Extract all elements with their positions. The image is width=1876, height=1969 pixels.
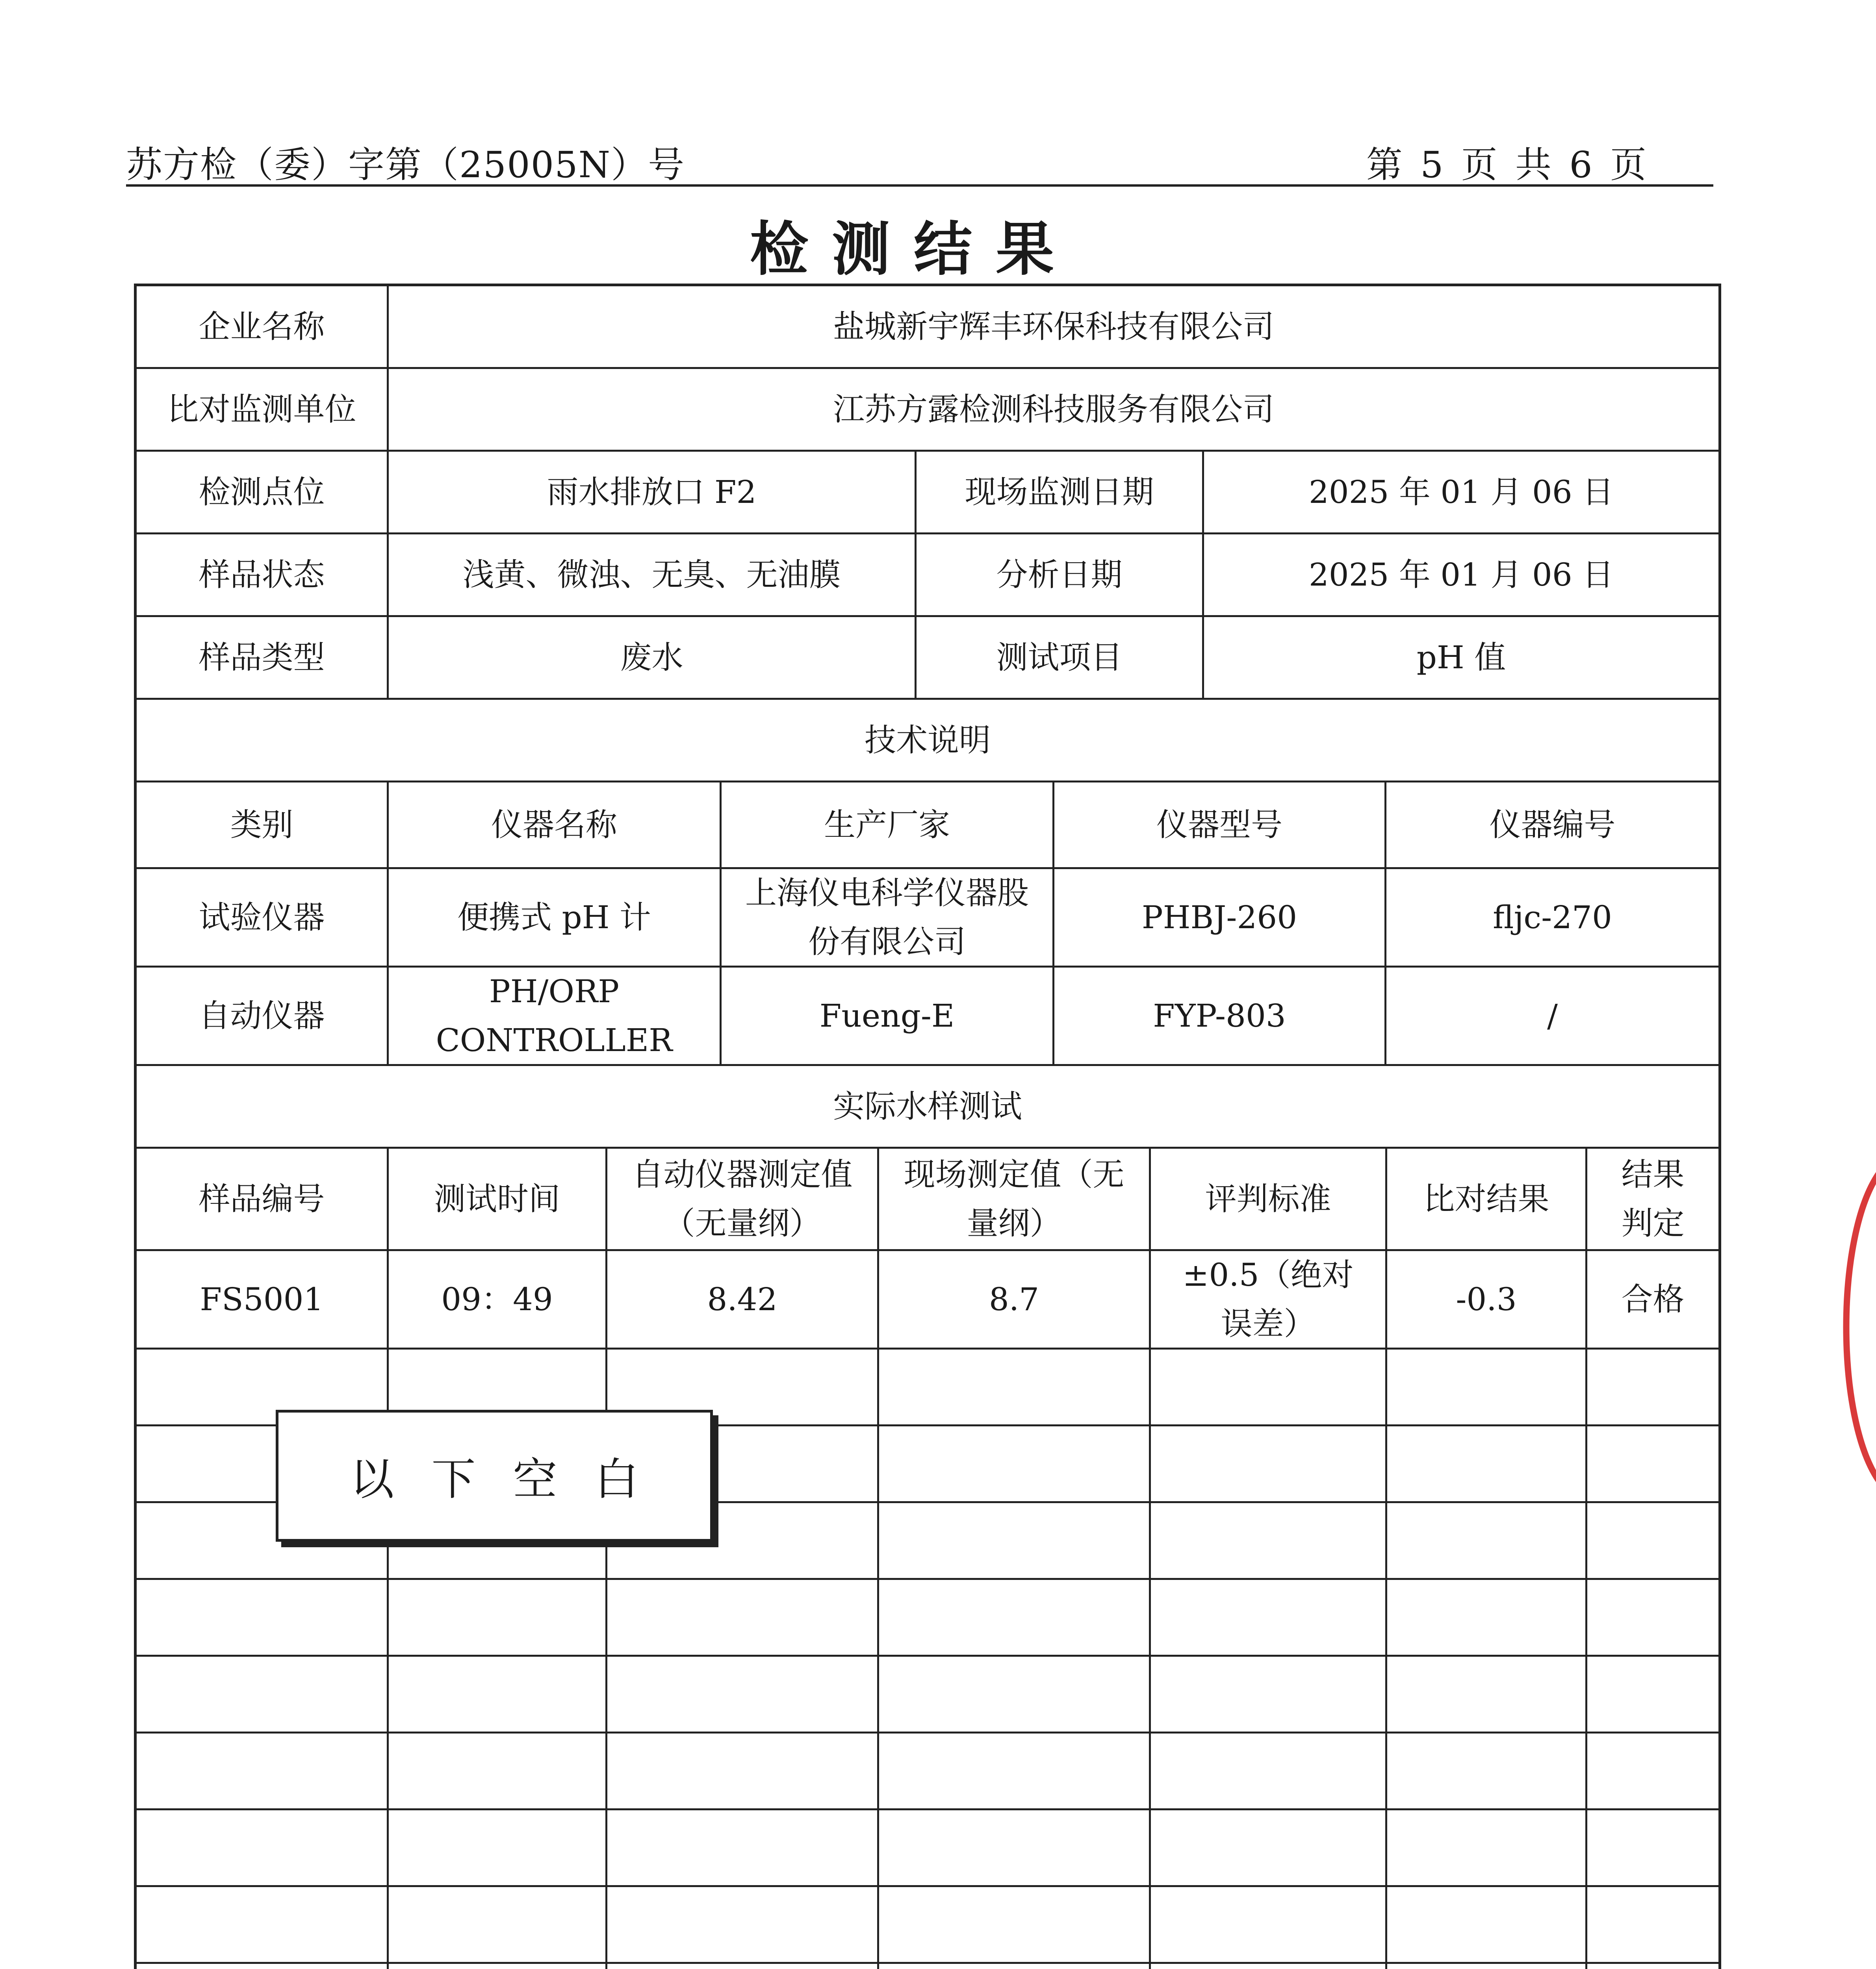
empty-cell [1587,1426,1718,1503]
test-header: 现场测定值（无量纲） [879,1149,1151,1251]
sample-state-value: 浅黄、微浊、无臭、无油膜 [389,534,917,617]
test-header: 自动仪器测定值（无量纲） [607,1149,879,1251]
test-header: 样品编号 [137,1149,389,1251]
tech-cell: PH/ORP CONTROLLER [389,968,722,1066]
empty-cell [389,1657,607,1734]
analysis-date-value: 2025 年 01 月 06 日 [1204,534,1718,617]
empty-cell [879,1734,1151,1810]
empty-cell [1151,1810,1387,1887]
test-item-value: pH 值 [1204,617,1718,700]
empty-cell [389,1734,607,1810]
empty-cell [1587,1887,1718,1964]
site-date-label: 现场监测日期 [917,452,1204,534]
red-seal-fragment [1820,1166,1876,1489]
test-header: 比对结果 [1387,1149,1587,1251]
empty-cell [389,1580,607,1657]
test-cell: -0.3 [1387,1251,1587,1350]
sample-type-value: 废水 [389,617,917,700]
tech-header: 仪器编号 [1386,782,1718,869]
tech-cell: 自动仪器 [137,968,389,1066]
empty-cell [1151,1734,1387,1810]
empty-cell [1387,1734,1587,1810]
tech-cell: fljc-270 [1386,869,1718,968]
point-label: 检测点位 [137,452,389,534]
empty-cell [1387,1426,1587,1503]
empty-cell [1151,1350,1387,1426]
company-label: 企业名称 [137,286,389,369]
test-item-label: 测试项目 [917,617,1204,700]
test-cell: 合格 [1587,1251,1718,1350]
tech-header: 仪器名称 [389,782,722,869]
empty-cell [1587,1734,1718,1810]
tech-section-title: 技术说明 [137,700,1718,782]
empty-cell [1387,1580,1587,1657]
empty-cell [607,1734,879,1810]
test-cell: 8.42 [607,1251,879,1350]
empty-cell [1387,1503,1587,1580]
empty-cell [607,1887,879,1964]
empty-cell [879,1350,1151,1426]
empty-cell [389,1810,607,1887]
empty-cell [1587,1503,1718,1580]
empty-cell [1151,1657,1387,1734]
tech-header: 仪器型号 [1054,782,1386,869]
site-date-value: 2025 年 01 月 06 日 [1204,452,1718,534]
sample-type-label: 样品类型 [137,617,389,700]
empty-cell [1587,1580,1718,1657]
empty-cell [879,1657,1151,1734]
tech-header: 生产厂家 [722,782,1054,869]
test-header: 评判标准 [1151,1149,1387,1251]
empty-cell [1387,1887,1587,1964]
sample-state-label: 样品状态 [137,534,389,617]
test-header: 结果判定 [1587,1149,1718,1251]
header-rule [126,184,1713,187]
empty-cell [1387,1350,1587,1426]
company-value: 盐城新宇辉丰环保科技有限公司 [389,286,1718,369]
tech-header: 类别 [137,782,389,869]
empty-cell [389,1964,607,1969]
empty-cell [879,1964,1151,1969]
empty-cell [1587,1964,1718,1969]
empty-cell [879,1503,1151,1580]
empty-cell [879,1887,1151,1964]
empty-cell [879,1810,1151,1887]
tech-cell: / [1386,968,1718,1066]
empty-cell [1587,1657,1718,1734]
test-section-title: 实际水样测试 [137,1066,1718,1149]
empty-cell [607,1964,879,1969]
empty-cell [389,1887,607,1964]
empty-cell [137,1964,389,1969]
analysis-date-label: 分析日期 [917,534,1204,617]
test-cell: 09：49 [389,1251,607,1350]
empty-cell [879,1426,1151,1503]
test-cell: ±0.5（绝对误差） [1151,1251,1387,1350]
empty-cell [607,1580,879,1657]
empty-cell [1387,1964,1587,1969]
empty-cell [1151,1426,1387,1503]
blank-below-stamp: 以下空白 [276,1410,713,1542]
tech-cell: FYP-803 [1054,968,1386,1066]
test-header: 测试时间 [389,1149,607,1251]
empty-cell [1387,1810,1587,1887]
tech-cell: 便携式 pH 计 [389,869,722,968]
compare-unit-value: 江苏方露检测科技服务有限公司 [389,369,1718,452]
page-title: 检测结果 [750,215,1078,283]
tech-cell: 上海仪电科学仪器股份有限公司 [722,869,1054,968]
empty-cell [1387,1657,1587,1734]
empty-cell [1151,1580,1387,1657]
empty-cell [137,1887,389,1964]
empty-cell [137,1657,389,1734]
empty-cell [1151,1964,1387,1969]
tech-cell: PHBJ-260 [1054,869,1386,968]
empty-cell [1151,1887,1387,1964]
empty-cell [1587,1350,1718,1426]
empty-cell [137,1580,389,1657]
page-indicator: 第 5 页 共 6 页 [1366,144,1650,186]
empty-cell [607,1657,879,1734]
results-table [134,284,1721,1969]
empty-cell [879,1580,1151,1657]
empty-cell [1587,1810,1718,1887]
tech-cell: 试验仪器 [137,869,389,968]
report-number: 苏方检（委）字第（25005N）号 [126,144,685,186]
empty-cell [137,1810,389,1887]
tech-cell: Fueng-E [722,968,1054,1066]
test-cell: FS5001 [137,1251,389,1350]
point-value: 雨水排放口 F2 [389,452,917,534]
empty-cell [607,1810,879,1887]
empty-cell [137,1734,389,1810]
test-cell: 8.7 [879,1251,1151,1350]
compare-unit-label: 比对监测单位 [137,369,389,452]
empty-cell [1151,1503,1387,1580]
